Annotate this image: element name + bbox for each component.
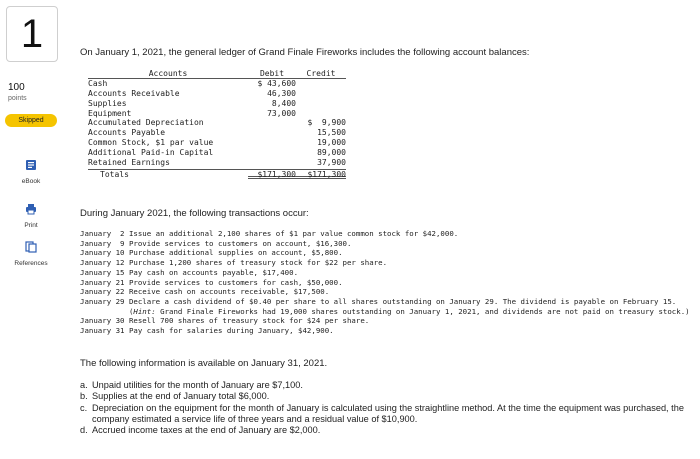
references-link[interactable] (4, 240, 58, 267)
credit-value (296, 99, 346, 109)
transaction-date: January 29 (80, 296, 125, 306)
transaction-date: January 31 (80, 326, 125, 336)
account-name: Common Stock, $1 par value (88, 138, 214, 148)
adjustment-letter: b. (80, 391, 88, 402)
table-row (88, 99, 346, 109)
trial-balance-table (88, 69, 346, 179)
transaction-item (80, 316, 692, 326)
total-credit: $171,300 (296, 170, 346, 179)
transaction-text: Issue an additional 2,100 shares of $1 par value common stock for $42,000. (128, 229, 459, 238)
transaction-item (80, 278, 692, 288)
adjustment-item (80, 403, 692, 426)
totals-row (88, 169, 346, 179)
account-name: Accounts Payable (88, 128, 166, 138)
transaction-text: Provide services to customers for cash, $50,000. (128, 277, 343, 287)
totals-label: Totals (100, 169, 129, 179)
transaction-date: January 2 (80, 229, 125, 238)
transaction-text: Pay cash for salaries during January, $42,900. (128, 326, 334, 336)
print-icon (25, 203, 37, 215)
transaction-date: January 9 (80, 238, 125, 248)
accounts-header: Accounts (148, 69, 188, 78)
ebook-icon (25, 159, 37, 171)
transaction-text: Provide services to customers on account, $16,300. (128, 238, 352, 248)
references-icon (25, 241, 37, 253)
adjustment-text: Unpaid utilities for the month of January are $7,100. (92, 380, 303, 390)
credit-value (296, 109, 346, 119)
table-header-row (88, 69, 346, 79)
debit-header: Debit (259, 69, 285, 78)
ebook-link[interactable] (4, 158, 58, 185)
debit-value: 8,400 (271, 98, 296, 108)
credit-value: 37,900 (317, 158, 346, 168)
debit-value: $ 43,600 (257, 78, 296, 88)
question-sidebar (0, 0, 62, 459)
transaction-item (80, 229, 692, 239)
debit-value: 73,000 (267, 108, 296, 118)
account-name: Accumulated Depreciation (88, 118, 204, 128)
adjustment-text: Supplies at the end of January total $6,000. (92, 391, 270, 402)
adjustment-item (80, 380, 692, 391)
transaction-text: Receive cash on accounts receivable, $17,500. (128, 287, 330, 297)
question-number-box (6, 6, 58, 62)
transaction-item (80, 248, 692, 258)
adjustment-item (80, 391, 692, 402)
transaction-date: January 22 (80, 287, 125, 297)
table-row (88, 89, 346, 99)
table-row (88, 109, 346, 119)
transaction-date: January 10 (80, 248, 125, 258)
credit-value: 89,000 (317, 148, 346, 158)
question-number: 1 (20, 11, 44, 56)
transaction-text-part: Declare a cash dividend of $0.40 per share to all shares outstanding on January 29. The dividend is payable on February 15. ( (128, 296, 677, 316)
debit-value (248, 158, 296, 168)
account-name: Additional Paid-in Capital (88, 148, 214, 158)
transaction-text: Purchase additional supplies on account, $5,800. (128, 248, 343, 258)
adjustments-list (80, 380, 692, 436)
transaction-text (129, 297, 692, 316)
credit-value: $ 9,900 (307, 118, 346, 128)
transactions-list (80, 229, 692, 336)
table-row (88, 148, 346, 158)
transaction-date: January 12 (80, 258, 125, 268)
total-debit: $171,300 (248, 170, 296, 179)
credit-value: 15,500 (317, 128, 346, 138)
table-row (88, 128, 346, 138)
account-name: Supplies (88, 98, 127, 108)
debit-value: 46,300 (267, 88, 296, 98)
transaction-text: Purchase 1,200 shares of treasury stock for $22 per share. (128, 258, 388, 268)
debit-value (248, 128, 296, 138)
hint-label: Hint: (133, 306, 156, 316)
print-label: Print (24, 222, 38, 229)
credit-header: Credit (306, 69, 336, 78)
info-intro: The following information is available on January 31, 2021. (80, 358, 328, 369)
debit-value (248, 118, 296, 128)
print-link[interactable] (4, 202, 58, 229)
transaction-item (80, 297, 692, 316)
points-label: points (8, 95, 27, 102)
transaction-text: Pay cash on accounts payable, $17,400. (128, 267, 299, 277)
transactions-intro: During January 2021, the following transactions occur: (80, 208, 309, 219)
credit-value (296, 79, 346, 89)
intro-text: On January 1, 2021, the general ledger of Grand Finale Fireworks includes the following account balances: (80, 47, 530, 58)
table-row (88, 158, 346, 168)
transaction-text: Resell 700 shares of treasury stock for $24 per share. (128, 316, 370, 326)
account-name: Equipment (88, 108, 132, 118)
transaction-item (80, 287, 692, 297)
transaction-item (80, 268, 692, 278)
transaction-text-part: Grand Finale Fireworks had 19,000 shares outstanding on January 1, 2021, and dividends are not paid on treasury stock.) (155, 306, 690, 316)
adjustment-letter: d. (80, 425, 88, 436)
adjustment-item (80, 425, 692, 436)
adjustment-text: Depreciation on the equipment for the month of January is calculated using the straightline method. At the time the equipment was purchased, the company estimated a service life of three years and a residual value of $10,900. (92, 402, 684, 424)
table-row (88, 118, 346, 128)
transaction-date: January 15 (80, 267, 125, 277)
adjustment-letter: a. (80, 380, 88, 390)
points-value: 100 (8, 82, 25, 93)
account-name: Retained Earnings (88, 158, 170, 168)
transaction-item (80, 258, 692, 268)
account-name: Cash (88, 78, 108, 88)
transaction-date: January 30 (80, 316, 125, 326)
ebook-label: eBook (21, 178, 41, 185)
table-row (88, 79, 346, 89)
transaction-date: January 21 (80, 277, 125, 287)
status-badge: Skipped (5, 114, 57, 127)
references-label: References (14, 260, 48, 267)
transaction-item (80, 239, 692, 249)
adjustment-text: Accrued income taxes at the end of January are $2,000. (92, 425, 321, 436)
credit-value: 19,000 (317, 138, 346, 148)
table-row (88, 138, 346, 148)
credit-value (296, 89, 346, 99)
adjustment-letter: c. (80, 402, 88, 413)
debit-value (248, 148, 296, 158)
account-name: Accounts Receivable (88, 88, 180, 98)
transaction-item (80, 326, 692, 336)
debit-value (248, 138, 296, 148)
